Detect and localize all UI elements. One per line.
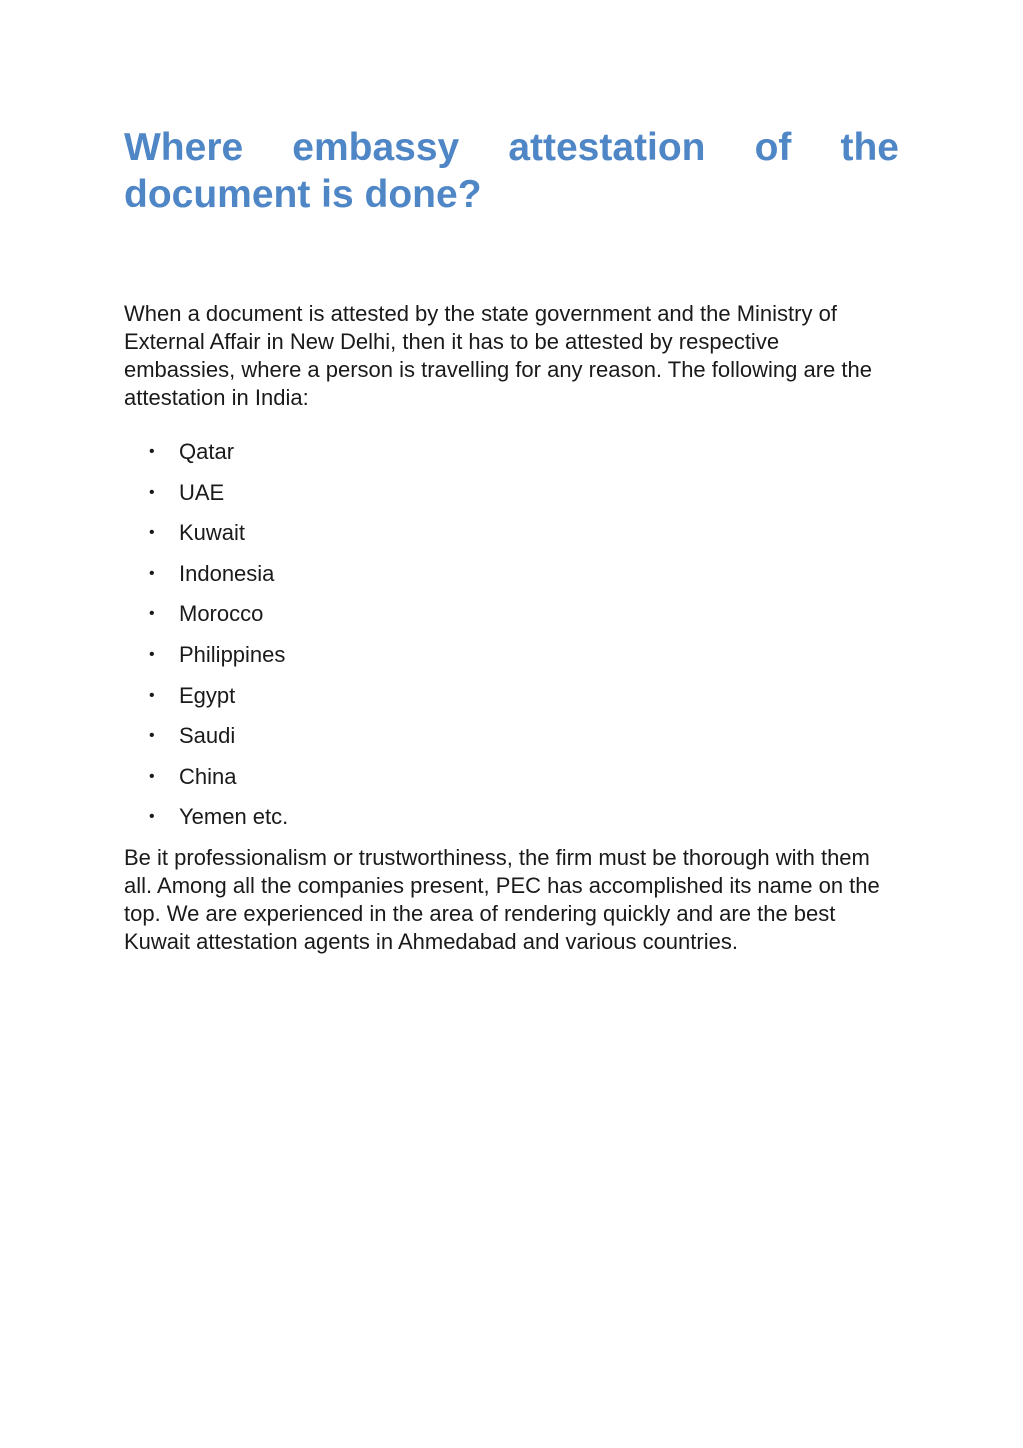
bullet-icon: • <box>149 605 155 623</box>
intro-paragraph: When a document is attested by the state government and the Ministry of External Affair in New Delhi, then it has to be attested by respective embassies, where a person is travelling for any reason. The following are the attestation in India: <box>124 301 872 410</box>
list-item <box>124 682 899 710</box>
country-name: Egypt <box>179 682 236 708</box>
bullet-icon: • <box>149 686 155 704</box>
country-name: Indonesia <box>179 560 275 586</box>
country-name: Qatar <box>179 439 235 464</box>
country-name: China <box>179 763 237 789</box>
country-name: Philippines <box>179 641 286 667</box>
list-item <box>124 803 899 831</box>
country-name: Saudi <box>179 723 236 749</box>
bullet-icon: • <box>149 767 155 785</box>
country-name: UAE <box>179 479 225 505</box>
bullet-icon: • <box>149 524 155 542</box>
country-name: Yemen etc. <box>179 804 289 830</box>
bullet-icon: • <box>149 564 155 582</box>
country-name: Morocco <box>179 601 264 627</box>
list-item <box>124 600 899 628</box>
list-item <box>124 479 899 507</box>
bullet-icon: • <box>149 808 155 826</box>
list-item <box>124 641 899 669</box>
bullet-icon: • <box>149 645 155 663</box>
bullet-icon: • <box>149 443 155 460</box>
list-item <box>124 519 899 547</box>
bullet-icon: • <box>149 727 155 745</box>
list-item <box>124 722 899 750</box>
list-item <box>124 438 899 466</box>
country-name: Kuwait <box>179 520 246 546</box>
bullet-icon: • <box>149 483 155 501</box>
list-item <box>124 560 899 588</box>
country-list <box>124 438 899 831</box>
closing-paragraph: Be it professionalism or trustworthiness, the firm must be thorough with them all. Among all the companies present, PEC has accomplished its name on the top. We are experienced in the area of rendering quickly and are the best Kuwait attestation agents in Ahmedabad and various countries. <box>124 844 880 954</box>
page-title: Where embassy attestation of the document is done? <box>124 126 899 216</box>
list-item <box>124 763 899 791</box>
document-page <box>124 124 899 956</box>
